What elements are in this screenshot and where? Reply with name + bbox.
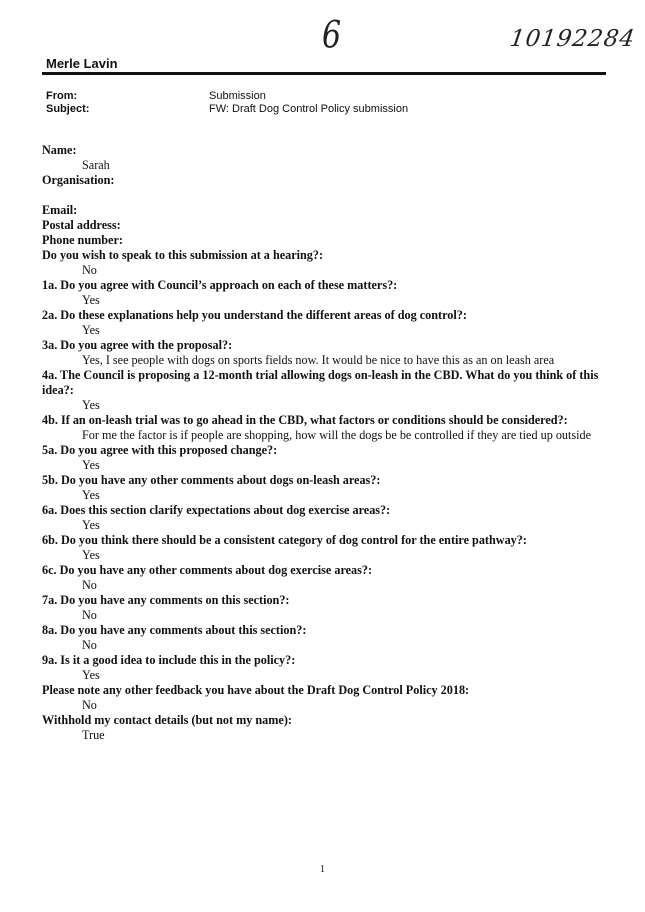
answer-value: Yes [82,668,100,682]
subject-row [46,103,408,115]
question-label: Please note any other feedback you have about the Draft Dog Control Policy 2018: [42,683,470,697]
handwritten-document-id: 10192284 [508,26,637,52]
name-value: Sarah [82,158,110,172]
question-label: 5b. Do you have any other comments about dogs on-leash areas?: [42,473,381,487]
name-label: Name: [42,143,77,157]
answer-value: True [82,728,105,742]
answer-value: No [82,263,97,277]
question-label: 3a. Do you agree with the proposal?: [42,338,233,352]
question-label: 2a. Do these explanations help you understand the different areas of dog control?: [42,308,467,322]
question-label: Withhold my contact details (but not my name): [42,713,292,727]
answer-value: Yes [82,323,100,337]
question-label: 6a. Does this section clarify expectations about dog exercise areas?: [42,503,391,517]
submission-form [42,143,612,743]
subject-value: FW: Draft Dog Control Policy submission [209,103,409,115]
answer-value: Yes, I see people with dogs on sports fields now. It would be nice to have this as an on leash area [82,353,555,367]
answer-value: Yes [82,488,100,502]
answer-value: Yes [82,518,100,532]
question-label: 1a. Do you agree with Council’s approach on each of these matters?: [42,278,398,292]
subject-label: Subject: [46,103,90,115]
from-label: From: [46,90,78,102]
answer-value: No [82,638,97,652]
answer-value: No [82,698,97,712]
answer-value: Yes [82,458,100,472]
question-label: 7a. Do you have any comments on this section?: [42,593,290,607]
question-label: Do you wish to speak to this submission at a hearing?: [42,248,324,262]
email-label: Email: [42,203,78,217]
handwritten-page-mark: 6 [322,13,342,58]
question-label: 4b. If an on-leash trial was to go ahead in the CBD, what factors or conditions should be considered?: [42,413,568,427]
header-divider [42,72,606,75]
answer-value: Yes [82,548,100,562]
question-label: 5a. Do you agree with this proposed change?: [42,443,278,457]
answer-value: Yes [82,398,100,412]
from-value: Submission [209,90,266,102]
question-list [42,248,612,743]
question-label: 9a. Is it a good idea to include this in the policy?: [42,653,296,667]
answer-value: For me the factor is if people are shopping, how will the dogs be be controlled if they are tied up outside [82,428,592,442]
question-label: 6b. Do you think there should be a consistent category of dog control for the entire pathway?: [42,533,527,547]
organisation-label: Organisation: [42,173,115,187]
from-row [46,90,266,102]
postal-address-label: Postal address: [42,218,121,232]
answer-value: No [82,608,97,622]
answer-value: No [82,578,97,592]
question-label: 8a. Do you have any comments about this section?: [42,623,307,637]
phone-number-label: Phone number: [42,233,123,247]
page-number: 1 [320,864,325,875]
answer-value: Yes [82,293,100,307]
sender-name: Merle Lavin [46,56,118,71]
question-label: 6c. Do you have any other comments about dog exercise areas?: [42,563,373,577]
question-label: 4a. The Council is proposing a 12-month trial allowing dogs on-leash in the CBD. What do you think of this idea?: [42,368,599,397]
